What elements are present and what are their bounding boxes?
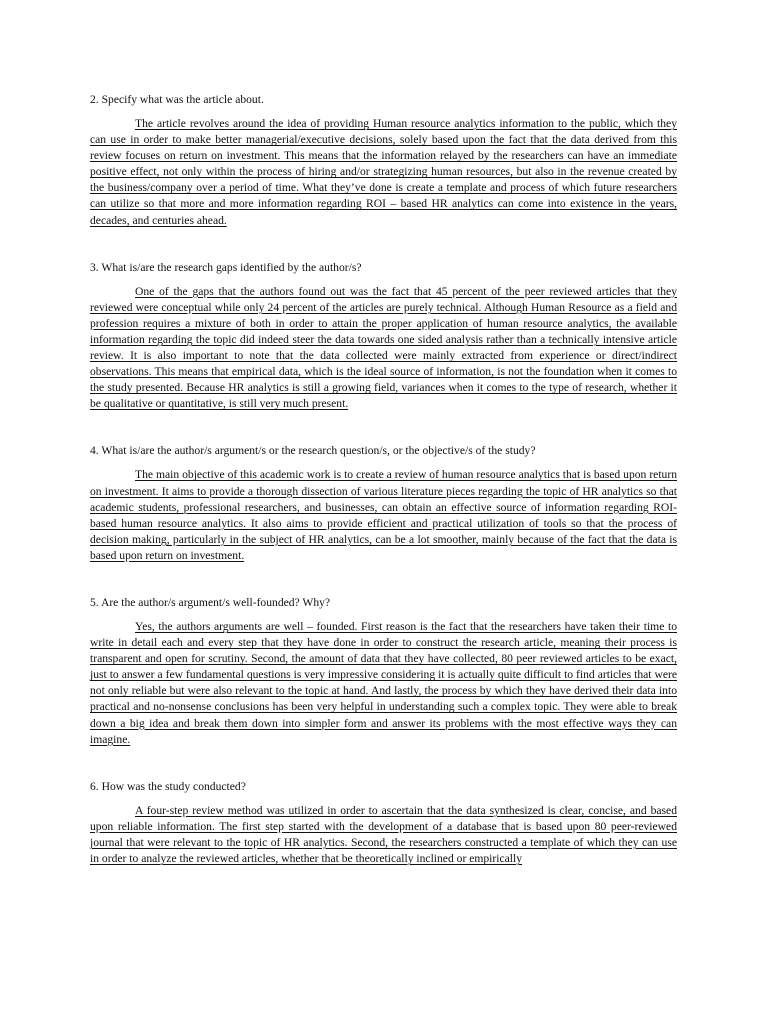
question-heading: 4. What is/are the author/s argument/s or the research question/s, or the objective/s of the study? [90,444,536,458]
section-arguments-well-founded [90,595,677,748]
section-research-objectives [90,443,677,564]
document-page [90,92,677,867]
section-research-gaps [90,260,677,413]
question-heading: 3. What is/are the research gaps identified by the author/s? [90,260,362,274]
answer-paragraph: The article revolves around the idea of providing Human resource analytics information to the public, which they can use in order to make better managerial/executive decisions, solely based upon the fact that the data derived from this review focuses on return on investment. This means that the information relayed by the researchers can have an immediate positive effect, not only within the process of hiring and/or strategizing human resources, but also in the revenue created by the business/company over a period of time. What they’ve done is create a template and process of which future researchers can utilize so that more and more information regarding ROI – based HR analytics can come into existence in the years, decades, and centuries ahead. [90,117,677,227]
question-heading: 6. How was the study conducted? [90,779,246,793]
section-study-conducted [90,779,677,867]
section-article-about [90,92,677,229]
question-heading: 5. Are the author/s argument/s well-founded? Why? [90,595,331,609]
answer-paragraph: A four-step review method was utilized in order to ascertain that the data synthesized is clear, concise, and based upon reliable information. The first step started with the development of a database that is based upon 80 peer-reviewed journal that were relevant to the topic of HR analytics. Second, the researchers constructed a template of which they can use in order to analyze the reviewed articles, whether that be theoretically inclined or empirically [90,803,677,865]
question-heading: 2. Specify what was the article about. [90,93,264,106]
answer-paragraph: Yes, the authors arguments are well – founded. First reason is the fact that the researchers have taken their time to write in detail each and every step that they have done in order to construct the research article, meaning their process is transparent and open for scrutiny. Second, the amount of data that they have collected, 80 peer reviewed articles to be exact, just to answer a few fundamental questions is very impressive considering it is actually quite difficult to find articles that were not only reliable but were also relevant to the topic at hand. And lastly, the process by which they have derived their data into practical and no-nonsense conclusions has been very helpful in understanding such a complex topic. They were able to break down a big idea and break them down into simpler form and answer its problems with the most effective ways they can imagine. [90,619,677,746]
answer-paragraph: The main objective of this academic work is to create a review of human resource analytics that is based upon return on investment. It aims to provide a thorough dissection of various literature pieces regarding the topic of HR analytics so that academic students, professional researchers, and businesses, can obtain an effective source of information regarding ROI-based human resource analytics. It also aims to provide efficient and practical utilization of tools so that the process of decision making, particularly in the subject of HR analytics, can be a lot smoother, mainly because of the fact that the data is based upon return on investment. [90,468,677,562]
answer-paragraph: One of the gaps that the authors found out was the fact that 45 percent of the peer reviewed articles that they reviewed were conceptual while only 24 percent of the articles are purely technical. Although Human Resource as a field and profession requires a mixture of both in order to attain the proper application of human resource analytics, the available information regarding the topic did indeed steer the data towards one sided analysis rather than a technically intensive article review. It is also important to note that the data collected were mainly extracted from experience or direct/indirect observations. This means that empirical data, which is the ideal source of information, is not the foundation when it comes to the study presented. Because HR analytics is still a growing field, variances when it comes to the type of research, whether it be qualitative or quantitative, is still very much present. [90,284,677,411]
